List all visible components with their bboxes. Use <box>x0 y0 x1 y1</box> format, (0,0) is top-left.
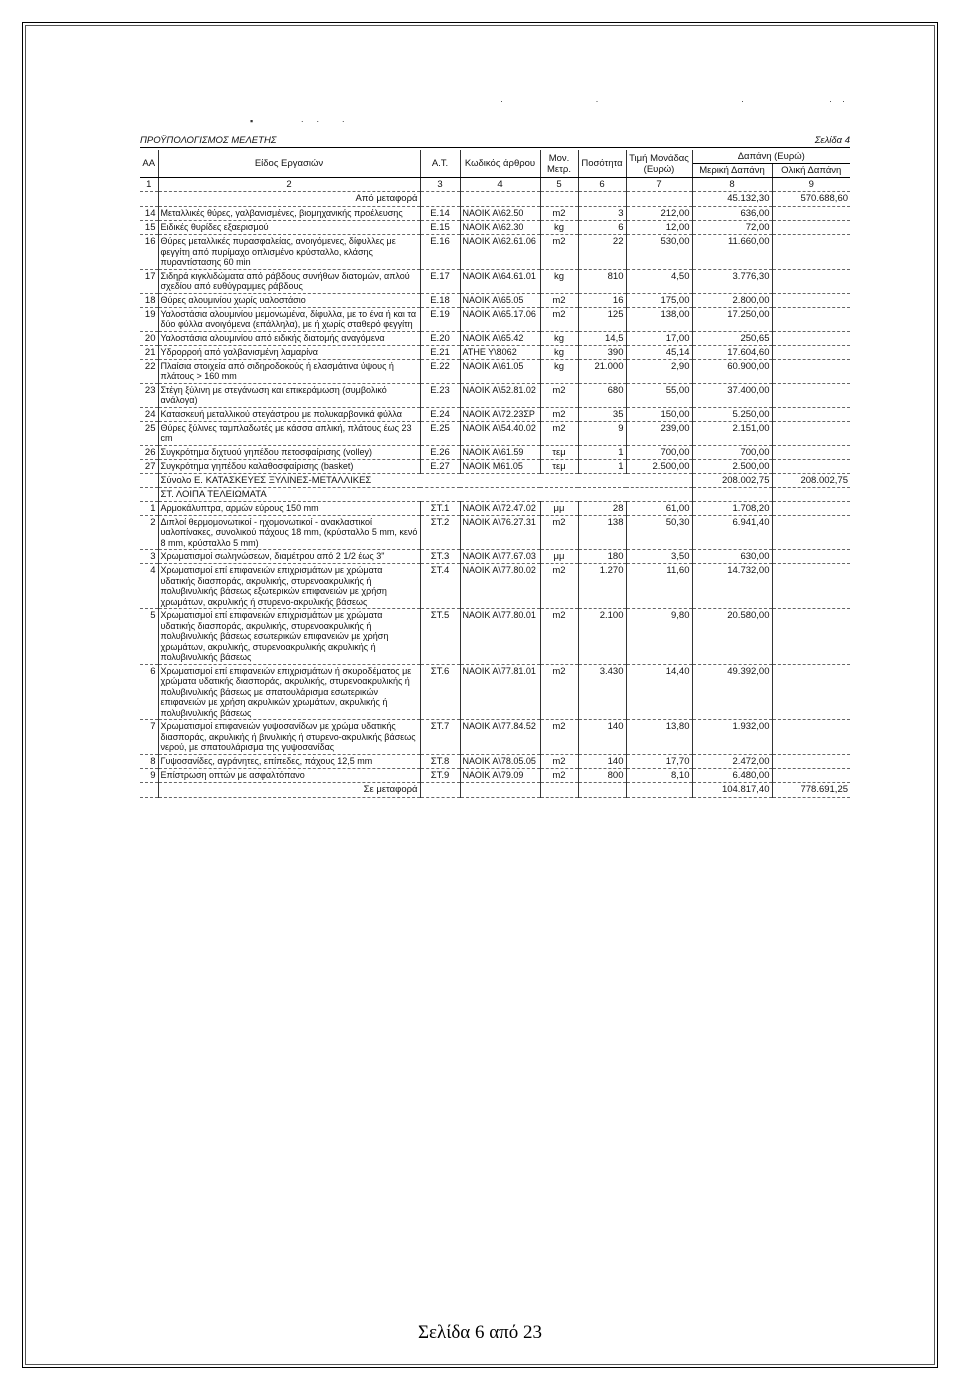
row-partial: 17.604,60 <box>692 345 772 359</box>
col-aa: ΑΑ <box>140 150 158 178</box>
row-total <box>772 664 850 720</box>
row-description: Χρωματισμοί επί επιφανειών επιχρισμάτων με χρώματα υδατικής διασποράς, ακρυλικής, στυρενοακρυλικής ή πολυβινυλικής βάσεως εξωτερικών επιφανειών με χρήση χρωμάτων, ακρυλικής ή στυρενο-ακρυλικής βάσεως <box>158 564 420 609</box>
row-unit-price: 8,10 <box>626 768 692 782</box>
row-quantity: 800 <box>578 768 626 782</box>
row-at: Ε.21 <box>420 345 460 359</box>
row-unit: kg <box>540 221 578 235</box>
row-total <box>772 421 850 445</box>
row-total <box>772 720 850 755</box>
col-total: Ολική Δαπάνη <box>772 164 850 178</box>
row-description: Χρωματισμοί επί επιφανειών επιχρισμάτων με χρώματα υδατικής διασποράς, ακρυλικής, στυρενοακρυλικής ή πολυβινυλικής βάσεως εσωτερικών επιφανειών με χρήση χρωμάτων, ακρυλικής, στυρενοακρυλικής ακρυλικής ή πολυβινυλικής βάσεως <box>158 609 420 665</box>
row-quantity: 180 <box>578 550 626 564</box>
row-total <box>772 269 850 293</box>
row-description: Πλαίσια στοιχεία από σιδηροδοκούς ή ελασμάτινα ύψους ή πλάτους > 160 mm <box>158 359 420 383</box>
colnum: 3 <box>420 178 460 192</box>
row-description: Κατασκευή μεταλλικού στεγάστρου με πολυκαρβονικά φύλλα <box>158 407 420 421</box>
row-aa: 19 <box>140 307 158 331</box>
row-quantity: 1.270 <box>578 564 626 609</box>
table-row <box>140 307 850 331</box>
table-row <box>140 609 850 665</box>
row-at: ΣΤ.8 <box>420 754 460 768</box>
row-at: ΣΤ.5 <box>420 609 460 665</box>
row-code: ΝΑΟΙΚ Α\77.67.03 <box>460 550 540 564</box>
row-description: Στέγη ξύλινη με στεγάνωση και επικεράμωση (συμβολικό ανάλογα) <box>158 383 420 407</box>
row-unit: m2 <box>540 421 578 445</box>
row-at: Ε.27 <box>420 459 460 473</box>
row-at: Ε.22 <box>420 359 460 383</box>
col-at: Α.Τ. <box>420 150 460 178</box>
colnum: 9 <box>772 178 850 192</box>
row-partial: 250,65 <box>692 331 772 345</box>
table-row <box>140 359 850 383</box>
colnum: 4 <box>460 178 540 192</box>
row-quantity: 28 <box>578 501 626 515</box>
row-unit: τεμ <box>540 445 578 459</box>
row-at: Ε.19 <box>420 307 460 331</box>
row-at: ΣΤ.1 <box>420 501 460 515</box>
col-unit-price: Τιμή Μονάδας (Ευρώ) <box>626 150 692 178</box>
row-aa: 3 <box>140 550 158 564</box>
table-body <box>140 178 850 798</box>
row-unit-price: 61,00 <box>626 501 692 515</box>
row-total <box>772 221 850 235</box>
row-total <box>772 293 850 307</box>
row-unit-price: 12,00 <box>626 221 692 235</box>
row-description: Υδρορροή από γαλβανισμένη λαμαρίνα <box>158 345 420 359</box>
subtotal-label: Σύνολο Ε. ΚΑΤΑΣΚΕΥΕΣ ΞΥΛΙΝΕΣ-ΜΕΤΑΛΛΙΚΕΣ <box>158 473 692 487</box>
row-unit-price: 11,60 <box>626 564 692 609</box>
row-quantity: 6 <box>578 221 626 235</box>
row-total <box>772 754 850 768</box>
row-total <box>772 407 850 421</box>
row-description: Συγκρότημα γηπέδου καλαθοσφαίρισης (basket) <box>158 459 420 473</box>
row-code: ΝΑΟΙΚ Α\65.05 <box>460 293 540 307</box>
row-unit-price: 13,80 <box>626 720 692 755</box>
row-code: ΝΑΟΙΚ Α\77.80.02 <box>460 564 540 609</box>
table-header-row <box>140 150 850 164</box>
row-aa: 27 <box>140 459 158 473</box>
table-row <box>140 564 850 609</box>
row-aa: 5 <box>140 609 158 665</box>
row-description: Συγκρότημα διχτυού γηπέδου πετοσφαίρισης (volley) <box>158 445 420 459</box>
row-at: Ε.24 <box>420 407 460 421</box>
column-number-row <box>140 178 850 192</box>
row-at: Ε.14 <box>420 207 460 221</box>
row-quantity: 35 <box>578 407 626 421</box>
row-unit-price: 4,50 <box>626 269 692 293</box>
table-row <box>140 720 850 755</box>
row-aa: 1 <box>140 501 158 515</box>
row-at: Ε.17 <box>420 269 460 293</box>
row-at: Ε.25 <box>420 421 460 445</box>
row-partial: 700,00 <box>692 445 772 459</box>
carry-out-label: Σε μεταφορά <box>158 782 420 797</box>
row-aa: 26 <box>140 445 158 459</box>
row-code: ΝΑΟΙΚ Α\62.30 <box>460 221 540 235</box>
carry-out-row <box>140 782 850 797</box>
row-partial: 2.500,00 <box>692 459 772 473</box>
row-partial: 636,00 <box>692 207 772 221</box>
carry-out-total: 778.691,25 <box>772 782 850 797</box>
row-partial: 14.732,00 <box>692 564 772 609</box>
row-code: ΝΑΟΙΚ Α\62.61.06 <box>460 235 540 270</box>
row-aa: 9 <box>140 768 158 782</box>
row-quantity: 3.430 <box>578 664 626 720</box>
colnum: 5 <box>540 178 578 192</box>
table-row <box>140 383 850 407</box>
row-aa: 2 <box>140 515 158 550</box>
row-aa: 18 <box>140 293 158 307</box>
row-quantity: 22 <box>578 235 626 270</box>
row-description: Διπλοί θερμομονωτικοί - ηχομονωτικοί - ανακλαστικοί υαλοπίνακες, συνολικού πάχους 18 mm, (κρύσταλλο 5 mm, κενό 8 mm, κρύσταλλο 5 mm) <box>158 515 420 550</box>
row-aa: 24 <box>140 407 158 421</box>
row-at: ΣΤ.6 <box>420 664 460 720</box>
table-row <box>140 221 850 235</box>
col-description: Είδος Εργασιών <box>158 150 420 178</box>
document-header <box>140 135 850 148</box>
row-at: Ε.20 <box>420 331 460 345</box>
row-quantity: 125 <box>578 307 626 331</box>
row-unit: kg <box>540 331 578 345</box>
budget-table <box>140 150 850 798</box>
row-unit-price: 3,50 <box>626 550 692 564</box>
row-code: ΝΑΟΙΚ Α\72.47.02 <box>460 501 540 515</box>
row-unit-price: 2,90 <box>626 359 692 383</box>
row-quantity: 140 <box>578 720 626 755</box>
row-partial: 72,00 <box>692 221 772 235</box>
row-at: ΣΤ.7 <box>420 720 460 755</box>
carry-out-partial: 104.817,40 <box>692 782 772 797</box>
row-quantity: 21.000 <box>578 359 626 383</box>
row-unit-price: 239,00 <box>626 421 692 445</box>
row-quantity: 14,5 <box>578 331 626 345</box>
row-total <box>772 235 850 270</box>
row-at: Ε.23 <box>420 383 460 407</box>
row-description: Χρωματισμοί επί επιφανειών επιχρισμάτων ή σκυροδέματος με χρώματα υδατικής διασποράς, ακρυλικής, στυρενοακρυλικής ή πολυβινυλικής βάσεως με σπατουλάρισμα εσωτερικών επιφανειών με χρήση ακρυλικών χρωμάτων, ακρυλικής ή πολυβινυλικής βάσεως <box>158 664 420 720</box>
row-unit-price: 17,70 <box>626 754 692 768</box>
row-aa: 6 <box>140 664 158 720</box>
row-unit: m2 <box>540 235 578 270</box>
row-unit: kg <box>540 269 578 293</box>
row-unit: m2 <box>540 407 578 421</box>
row-aa: 22 <box>140 359 158 383</box>
row-quantity: 140 <box>578 754 626 768</box>
document-title: ΠΡΟΫΠΟΛΟΓΙΣΜΟΣ ΜΕΛΕΤΗΣ <box>140 135 277 146</box>
row-description: Χρωματισμοί σωληνώσεων, διαμέτρου από 2 1/2 έως 3" <box>158 550 420 564</box>
row-unit-price: 700,00 <box>626 445 692 459</box>
col-code: Κωδικός άρθρου <box>460 150 540 178</box>
row-partial: 2.151,00 <box>692 421 772 445</box>
row-code: ΝΑΟΙΚ Α\61.05 <box>460 359 540 383</box>
row-unit: m2 <box>540 207 578 221</box>
row-unit: m2 <box>540 293 578 307</box>
table-row <box>140 445 850 459</box>
row-code: ΝΑΟΙΚ Α\77.81.01 <box>460 664 540 720</box>
row-unit-price: 212,00 <box>626 207 692 221</box>
row-total <box>772 515 850 550</box>
table-row <box>140 459 850 473</box>
row-code: ΝΑΟΙΚ Α\78.05.05 <box>460 754 540 768</box>
row-description: Θύρες αλουμινίου χωρίς υαλοστάσιο <box>158 293 420 307</box>
row-code: ΝΑΟΙΚ Α\61.59 <box>460 445 540 459</box>
row-at: Ε.16 <box>420 235 460 270</box>
row-total <box>772 564 850 609</box>
col-partial: Μερική Δαπάνη <box>692 164 772 178</box>
row-total <box>772 359 850 383</box>
row-total <box>772 459 850 473</box>
row-code: ΝΑΟΙΚ Α\52.81.02 <box>460 383 540 407</box>
row-at: ΣΤ.3 <box>420 550 460 564</box>
row-code: ΝΑΟΙΚ Μ61.05 <box>460 459 540 473</box>
row-quantity: 3 <box>578 207 626 221</box>
carry-in-row <box>140 192 850 207</box>
row-at: Ε.26 <box>420 445 460 459</box>
row-at: Ε.15 <box>420 221 460 235</box>
row-code: ΝΑΟΙΚ Α\54.40.02 <box>460 421 540 445</box>
row-total <box>772 445 850 459</box>
row-unit-price: 45,14 <box>626 345 692 359</box>
row-unit: m2 <box>540 609 578 665</box>
colnum: 2 <box>158 178 420 192</box>
row-at: Ε.18 <box>420 293 460 307</box>
row-unit: μμ <box>540 550 578 564</box>
row-partial: 60.900,00 <box>692 359 772 383</box>
table-row <box>140 293 850 307</box>
row-unit-price: 50,30 <box>626 515 692 550</box>
row-aa: 8 <box>140 754 158 768</box>
row-partial: 49.392,00 <box>692 664 772 720</box>
row-unit: m2 <box>540 383 578 407</box>
row-description: Αρμοκάλυπτρα, αρμών εύρους 150 mm <box>158 501 420 515</box>
table-row <box>140 207 850 221</box>
row-description: Χρωματισμοί επιφανειών γυψοσανίδων με χρώμα υδατικής διασποράς, ακρυλικής ή βινυλικής ή στυρενο-ακρυλικής βάσεως νερού, με σπατουλάρισμα της γυψοσανίδας <box>158 720 420 755</box>
row-unit: m2 <box>540 664 578 720</box>
row-code: ΝΑΟΙΚ Α\76.27.31 <box>460 515 540 550</box>
row-code: ΝΑΟΙΚ Α\77.84.52 <box>460 720 540 755</box>
row-total <box>772 768 850 782</box>
row-total <box>772 331 850 345</box>
subtotal-total: 208.002,75 <box>772 473 850 487</box>
carry-in-total: 570.688,60 <box>772 192 850 207</box>
row-code: ΝΑΟΙΚ Α\77.80.01 <box>460 609 540 665</box>
row-at: ΣΤ.4 <box>420 564 460 609</box>
row-code: ΝΑΟΙΚ Α\65.42 <box>460 331 540 345</box>
row-partial: 6.480,00 <box>692 768 772 782</box>
row-aa: 15 <box>140 221 158 235</box>
row-aa: 16 <box>140 235 158 270</box>
row-aa: 17 <box>140 269 158 293</box>
row-unit-price: 14,40 <box>626 664 692 720</box>
table-row <box>140 269 850 293</box>
row-partial: 17.250,00 <box>692 307 772 331</box>
colnum: 6 <box>578 178 626 192</box>
row-code: ΝΑΟΙΚ Α\62.50 <box>460 207 540 221</box>
row-unit: m2 <box>540 720 578 755</box>
row-quantity: 2.100 <box>578 609 626 665</box>
row-unit: m2 <box>540 564 578 609</box>
row-quantity: 9 <box>578 421 626 445</box>
row-code: ΝΑΟΙΚ Α\65.17.06 <box>460 307 540 331</box>
table-row <box>140 501 850 515</box>
row-quantity: 390 <box>578 345 626 359</box>
table-row <box>140 664 850 720</box>
row-partial: 3.776,30 <box>692 269 772 293</box>
row-code: ΝΑΟΙΚ Α\64.61.01 <box>460 269 540 293</box>
scan-specks-2: ▪ · · · <box>250 116 345 126</box>
section-heading-row <box>140 487 850 501</box>
row-quantity: 1 <box>578 445 626 459</box>
table-row <box>140 235 850 270</box>
row-quantity: 1 <box>578 459 626 473</box>
row-at: ΣΤ.2 <box>420 515 460 550</box>
row-unit: m2 <box>540 768 578 782</box>
row-partial: 11.660,00 <box>692 235 772 270</box>
row-partial: 2.472,00 <box>692 754 772 768</box>
row-description: Υαλοστάσια αλουμινίου από ειδικής διατομής αναγόμενα <box>158 331 420 345</box>
row-quantity: 138 <box>578 515 626 550</box>
row-unit-price: 9,80 <box>626 609 692 665</box>
col-cost-group: Δαπάνη (Ευρώ) <box>692 150 850 164</box>
row-code: ΝΑΟΙΚ Α\79.09 <box>460 768 540 782</box>
row-partial: 630,00 <box>692 550 772 564</box>
row-description: Ειδικές θυρίδες εξαερισμού <box>158 221 420 235</box>
row-description: Επίστρωση οπτών με ασφαλτόπανο <box>158 768 420 782</box>
row-aa: 20 <box>140 331 158 345</box>
row-total <box>772 550 850 564</box>
scan-specks: · · · · · <box>500 96 846 106</box>
row-partial: 5.250,00 <box>692 407 772 421</box>
row-unit: m2 <box>540 307 578 331</box>
row-quantity: 16 <box>578 293 626 307</box>
row-description: Σιδηρά κιγκλιδώματα από ράβδους συνήθων διατομών, απλού σχεδίου από ευθύγραμμες ράβδους <box>158 269 420 293</box>
col-quantity: Ποσότητα <box>578 150 626 178</box>
row-partial: 37.400,00 <box>692 383 772 407</box>
table-row <box>140 550 850 564</box>
row-total <box>772 383 850 407</box>
table-row <box>140 421 850 445</box>
row-unit: m2 <box>540 515 578 550</box>
row-quantity: 810 <box>578 269 626 293</box>
row-unit: τεμ <box>540 459 578 473</box>
table-row <box>140 768 850 782</box>
row-partial: 2.800,00 <box>692 293 772 307</box>
row-unit-price: 150,00 <box>626 407 692 421</box>
row-total <box>772 609 850 665</box>
row-unit-price: 175,00 <box>626 293 692 307</box>
table-row <box>140 407 850 421</box>
row-unit-price: 2.500,00 <box>626 459 692 473</box>
row-description: Υαλοστάσια αλουμινίου μεμονωμένα, δίφυλλα, με το ένα ή και τα δύο φύλλα ανοιγόμενα (επάλληλα), με ή χωρίς σταθερό φεγγίτη <box>158 307 420 331</box>
row-total <box>772 501 850 515</box>
row-aa: 14 <box>140 207 158 221</box>
carry-in-label: Από μεταφορά <box>158 192 420 207</box>
row-unit: kg <box>540 345 578 359</box>
row-unit-price: 55,00 <box>626 383 692 407</box>
subtotal-row <box>140 473 850 487</box>
row-partial: 1.932,00 <box>692 720 772 755</box>
row-aa: 7 <box>140 720 158 755</box>
row-unit: μμ <box>540 501 578 515</box>
row-partial: 20.580,00 <box>692 609 772 665</box>
row-unit-price: 138,00 <box>626 307 692 331</box>
col-unit: Μον. Μετρ. <box>540 150 578 178</box>
row-total <box>772 207 850 221</box>
scanned-budget-page <box>140 135 850 798</box>
section-heading: ΣΤ. ΛΟΙΠΑ ΤΕΛΕΙΩΜΑΤΑ <box>158 487 692 501</box>
row-unit: m2 <box>540 754 578 768</box>
table-row <box>140 331 850 345</box>
row-aa: 25 <box>140 421 158 445</box>
row-unit-price: 17,00 <box>626 331 692 345</box>
scan-page-label: Σελίδα 4 <box>814 135 850 146</box>
row-description: Θύρες ξύλινες ταμπλαδωτές με κάσσα απλική, πλάτους έως 23 cm <box>158 421 420 445</box>
row-total <box>772 345 850 359</box>
row-description: Θύρες μεταλλικές πυρασφαλείας, ανοιγόμενες, δίφυλλες με φεγγίτη από πυρίμαχο οπλισμένο κρύσταλλο, κλάσης πυραντίστασης 60 min <box>158 235 420 270</box>
row-code: ΝΑΟΙΚ Α\72.23ΣΡ <box>460 407 540 421</box>
subtotal-partial: 208.002,75 <box>692 473 772 487</box>
row-quantity: 680 <box>578 383 626 407</box>
carry-in-partial: 45.132,30 <box>692 192 772 207</box>
row-aa: 4 <box>140 564 158 609</box>
row-at: ΣΤ.9 <box>420 768 460 782</box>
table-row <box>140 754 850 768</box>
row-partial: 6.941,40 <box>692 515 772 550</box>
row-description: Μεταλλικές θύρες, γαλβανισμένες, βιομηχανικής προέλευσης <box>158 207 420 221</box>
colnum: 7 <box>626 178 692 192</box>
row-aa: 23 <box>140 383 158 407</box>
row-total <box>772 307 850 331</box>
row-description: Γυψοσανίδες, αγράνητες, επίπεδες, πάχους 12,5 mm <box>158 754 420 768</box>
row-unit-price: 530,00 <box>626 235 692 270</box>
colnum: 8 <box>692 178 772 192</box>
row-partial: 1.708,20 <box>692 501 772 515</box>
row-aa: 21 <box>140 345 158 359</box>
colnum: 1 <box>140 178 158 192</box>
table-row <box>140 345 850 359</box>
table-row <box>140 515 850 550</box>
row-unit: kg <box>540 359 578 383</box>
row-code: ΑΤΗΕ Υ\8062 <box>460 345 540 359</box>
page-footer: Σελίδα 6 από 23 <box>417 1322 543 1343</box>
